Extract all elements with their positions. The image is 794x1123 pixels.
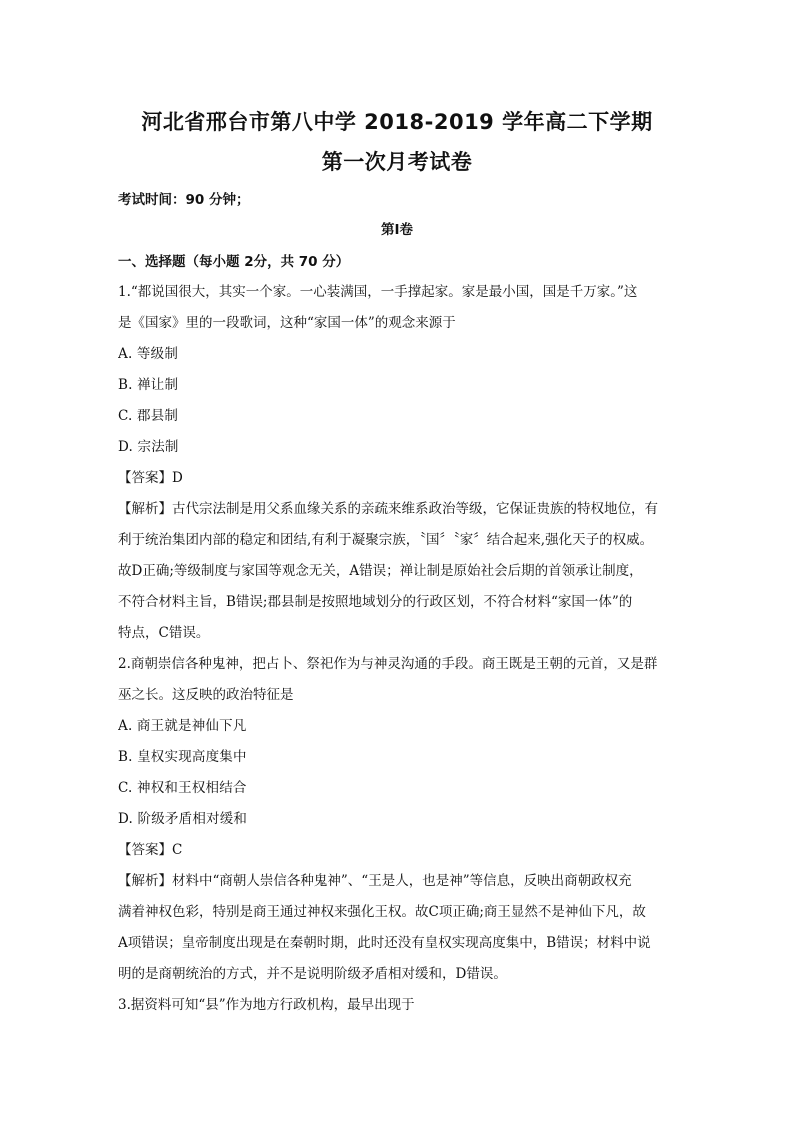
q1-explanation-line5: 特点，C错误。 bbox=[118, 625, 210, 641]
q1-explanation-line3: 故D正确;等级制度与家国等观念无关，A错误；禅让制是原始社会后期的首领承让制度， bbox=[118, 563, 643, 579]
q2-explanation-line1: 【解析】材料中“商朝人崇信各种鬼神”、“王是人，也是神”等信息，反映出商朝政权充 bbox=[118, 873, 632, 889]
q1-explanation-line1: 【解析】古代宗法制是用父系血缘关系的亲疏来维系政治等级，它保证贵族的特权地位，有 bbox=[118, 501, 658, 517]
volume-heading: 第Ⅰ卷 bbox=[380, 222, 414, 238]
q1-option-a: A. 等级制 bbox=[118, 346, 179, 362]
section-heading: 一、选择题（每小题 2分，共 70 分） bbox=[118, 254, 350, 270]
q2-option-a: A. 商王就是神仙下凡 bbox=[118, 718, 247, 734]
q1-option-c: C. 郡县制 bbox=[118, 408, 179, 424]
q1-explanation-line4: 不符合材料主旨，B错误;郡县制是按照地域划分的行政区划，不符合材料“家国一体”的 bbox=[118, 594, 633, 610]
q1-option-b: B. 禅让制 bbox=[118, 377, 179, 393]
doc-title-line1: 河北省邢台市第八中学 2018-2019 学年高二下学期 bbox=[141, 110, 653, 134]
q2-explanation-line3: A项错误；皇帝制度出现是在秦朝时期，此时还没有皇权实现高度集中，B错误；材料中说 bbox=[118, 935, 651, 951]
q2-answer: 【答案】C bbox=[118, 842, 183, 858]
q2-option-b: B. 皇权实现高度集中 bbox=[118, 749, 247, 765]
q2-explanation-line4: 明的是商朝统治的方式，并不是说明阶级矛盾相对缓和，D错误。 bbox=[118, 966, 507, 982]
q1-explanation-line2: 利于统治集团内部的稳定和团结,有利于凝聚宗族，〝国〞〝家〞结合起来,强化天子的权威。 bbox=[118, 532, 654, 548]
q1-option-d: D. 宗法制 bbox=[118, 439, 179, 455]
q2-stem-line2: 巫之长。这反映的政治特征是 bbox=[118, 687, 294, 703]
document-body bbox=[118, 277, 678, 1021]
q1-answer: 【答案】D bbox=[118, 470, 183, 486]
q2-option-d: D. 阶级矛盾相对缓和 bbox=[118, 811, 248, 827]
q2-explanation-line2: 满着神权色彩，特别是商王通过神权来强化王权。故C项正确;商王显然不是神仙下凡，故 bbox=[118, 904, 646, 920]
q1-stem-line1: 1.“都说国很大，其实一个家。一心装满国，一手撑起家。家是最小国，国是千万家。”这 bbox=[118, 284, 638, 300]
exam-time: 考试时间：90 分钟； bbox=[118, 192, 250, 208]
doc-title-line2: 第一次月考试卷 bbox=[321, 150, 473, 174]
q1-stem-line2: 是《国家》里的一段歌词，这种“家国一体”的观念来源于 bbox=[118, 315, 456, 331]
q3-stem-line1: 3.据资料可知“县”作为地方行政机构，最早出现于 bbox=[118, 997, 415, 1013]
q2-stem-line1: 2.商朝崇信各种鬼神，把占卜、祭祀作为与神灵沟通的手段。商王既是王朝的元首，又是群 bbox=[118, 656, 658, 672]
q2-option-c: C. 神权和王权相结合 bbox=[118, 780, 247, 796]
